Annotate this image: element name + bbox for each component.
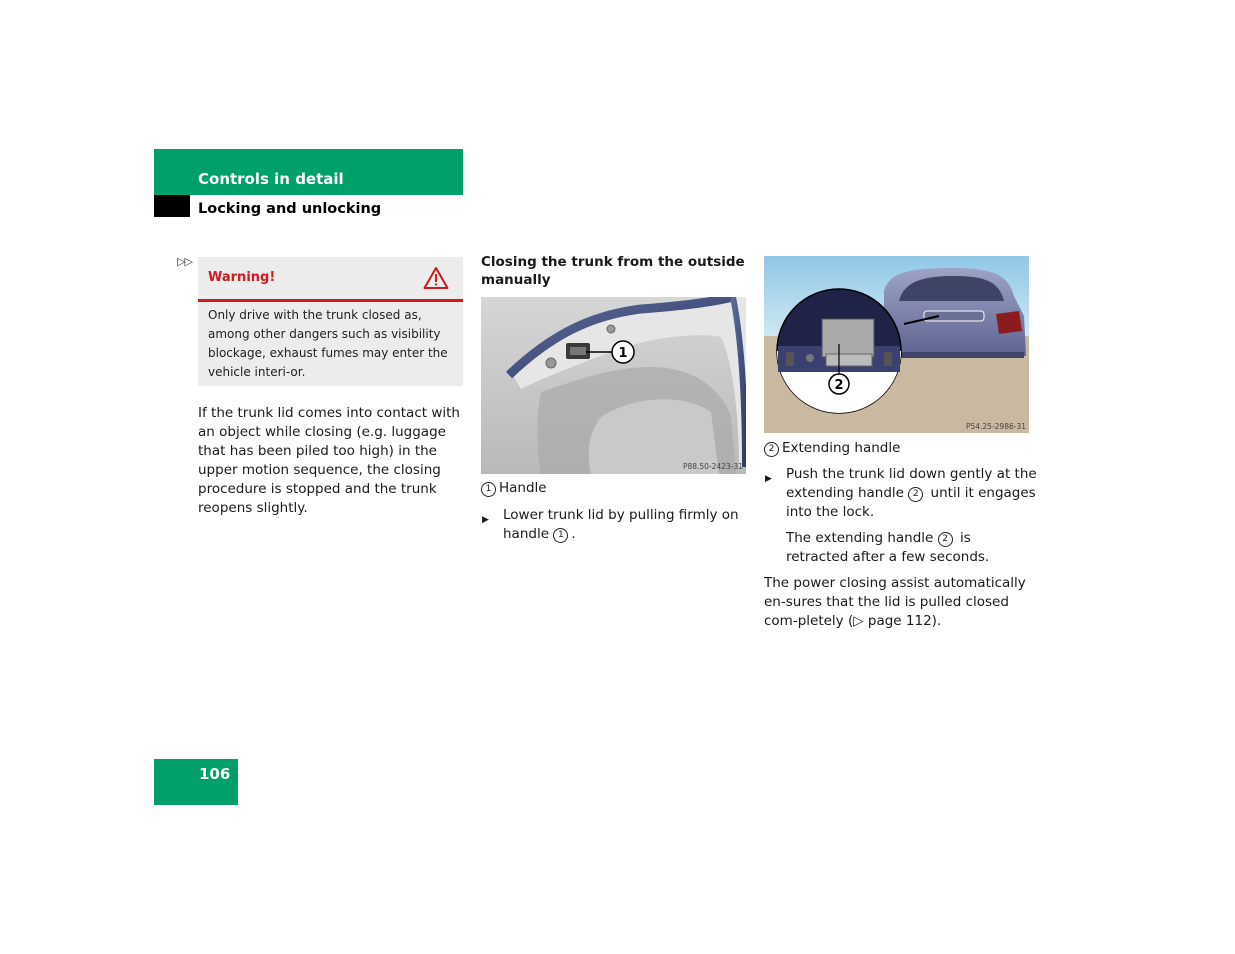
- step-number: 1: [553, 528, 568, 543]
- section-title: Controls in detail: [198, 170, 344, 188]
- figure-code: P88.50-2423-31: [682, 462, 743, 471]
- step-text: Lower trunk lid by pulling firmly on handle: [503, 507, 739, 542]
- warning-box: [198, 257, 463, 386]
- figure-code: P54.25-2986-31: [965, 422, 1026, 431]
- note-text: The extending handle: [786, 530, 938, 546]
- instruction-step: [481, 506, 768, 544]
- step-bullet-icon: ▶: [482, 515, 489, 525]
- note-text-end: is retracted after a few seconds.: [786, 530, 990, 565]
- subsection-marker: [154, 195, 190, 217]
- page-number: 106: [199, 765, 231, 783]
- trunk-handle-figure: [481, 297, 746, 474]
- caption-number: 1: [481, 482, 496, 497]
- instruction-step: [764, 465, 1051, 522]
- extending-handle-figure: [764, 256, 1029, 433]
- warning-divider: [198, 299, 463, 302]
- step-bullet-icon: ▶: [765, 474, 772, 484]
- retraction-note: [786, 529, 1029, 567]
- subsection-title: Locking and unlocking: [198, 201, 382, 217]
- step-number: 2: [908, 487, 923, 502]
- warning-title: Warning!: [208, 270, 276, 285]
- figure-caption-handle: [481, 479, 746, 498]
- caption-number: 2: [764, 442, 779, 457]
- figure-caption-extending-handle: [764, 439, 1029, 458]
- closing-trunk-heading: Closing the trunk from the outside manually: [481, 254, 745, 288]
- figure-callout-2: 2: [834, 378, 844, 393]
- figure-callout-1: 1: [618, 346, 628, 361]
- continuation-marker: ▷▷: [177, 255, 192, 268]
- step-text-end: until it engages into the lock.: [786, 485, 1036, 520]
- step-text-end: .: [571, 526, 576, 542]
- note-number: 2: [938, 532, 953, 547]
- step-text: Push the trunk lid down gently at the extending handle: [786, 466, 1037, 501]
- caption-text: Handle: [499, 480, 547, 496]
- power-closing-paragraph: The power closing assist automatically en-sures that the lid is pulled closed com-pletely (▷ page 112).: [764, 575, 1026, 629]
- collision-paragraph: If the trunk lid comes into contact with an object while closing (e.g. luggage that has been piled too high) in the upper motion sequence, the closing procedure is stopped and the trunk reopens slightly.: [198, 405, 460, 516]
- caption-text: Extending handle: [782, 440, 901, 456]
- warning-triangle-icon: [423, 266, 449, 290]
- warning-text: Only drive with the trunk closed as, among other dangers such as visibility blockage, exhaust fumes may enter the vehicle interi-or.: [208, 308, 448, 379]
